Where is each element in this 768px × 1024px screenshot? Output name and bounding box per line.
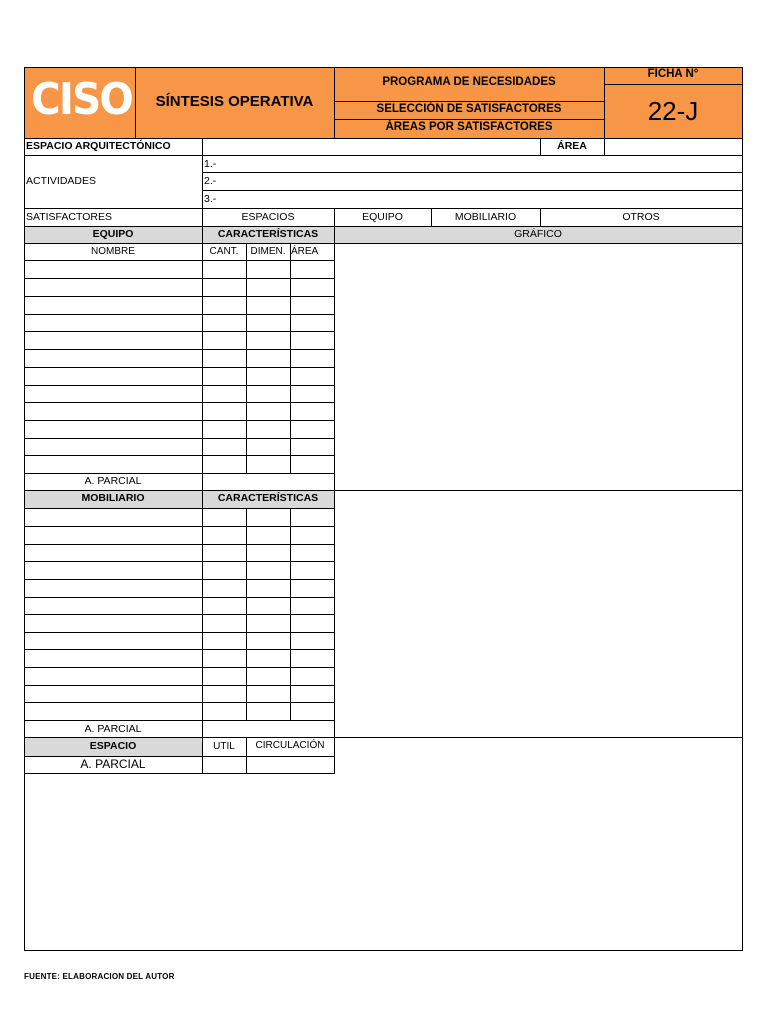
header-divider [334, 119, 604, 120]
satisfactores-label: SATISFACTORES [26, 211, 112, 223]
footer-source: FUENTE: ELABORACION DEL AUTOR [24, 972, 175, 981]
row-line [24, 526, 334, 527]
equipo-parcial-label: A. PARCIAL [84, 475, 142, 487]
row-line [24, 349, 334, 350]
row-line [24, 243, 742, 244]
row-line [24, 155, 742, 156]
column-area: ÁREA [291, 246, 319, 257]
row-line [24, 455, 334, 456]
row-line [24, 614, 334, 615]
mobiliario-section-title: MOBILIARIO [81, 492, 145, 504]
row-line [24, 720, 334, 721]
column-nombre: NOMBRE [91, 246, 135, 257]
section-line [24, 737, 742, 738]
row-line [24, 649, 334, 650]
row-line [24, 420, 334, 421]
equipo-section-title: EQUIPO [92, 228, 134, 240]
ciso-logo: CISO [31, 74, 132, 125]
row-line [24, 632, 334, 633]
espacio-parcial-label: A. PARCIAL [80, 757, 146, 771]
mobiliario-parcial-label: A. PARCIAL [84, 723, 142, 735]
row-line [24, 226, 742, 227]
row-line [24, 367, 334, 368]
actividades-label: ACTIVIDADES [26, 175, 97, 187]
circulacion-label: CIRCULACIÓN [255, 740, 325, 751]
otros-label: OTROS [622, 211, 660, 223]
form-frame [24, 67, 743, 951]
section-line [24, 490, 742, 491]
espacio-section-title: ESPACIO [89, 740, 137, 752]
row-line [24, 579, 334, 580]
row-line [24, 402, 334, 403]
caracteristicas-header: CARACTERÍSTICAS [217, 228, 319, 240]
equipo-satisfactor-label: EQUIPO [362, 211, 403, 223]
col-line [604, 138, 605, 155]
row-line [202, 190, 742, 191]
row-line [24, 773, 334, 774]
area-label: ÁREA [557, 140, 587, 152]
row-line [24, 208, 742, 209]
row-line [24, 561, 334, 562]
col-line [202, 226, 203, 490]
ficha-label: FICHA N° [647, 68, 699, 80]
column-cant: CANT. [209, 246, 239, 257]
grafico-header: GRÁFICO [514, 228, 562, 240]
row-line [24, 544, 334, 545]
row-line [24, 385, 334, 386]
row-line [24, 756, 334, 757]
row-line [24, 278, 334, 279]
header-bottom-line [24, 138, 742, 139]
mobiliario-satisfactor-label: MOBILIARIO [454, 211, 517, 223]
row-line [24, 331, 334, 332]
actividad-1: 1.- [204, 158, 217, 170]
row-line [24, 702, 334, 703]
form-title: SÍNTESIS OPERATIVA [155, 93, 314, 110]
row-line [202, 172, 742, 173]
row-line [24, 296, 334, 297]
row-line [24, 597, 334, 598]
row-line [24, 667, 334, 668]
ficha-number: 22-J [647, 96, 699, 126]
row-line [24, 438, 334, 439]
row-line [24, 314, 334, 315]
col-line [334, 226, 335, 774]
actividad-3: 3.- [204, 193, 217, 205]
row-line [24, 260, 334, 261]
espacios-label: ESPACIOS [241, 211, 295, 223]
column-dimen: DIMEN. [250, 246, 286, 257]
header-divider [604, 84, 742, 85]
util-label: UTIL [213, 741, 235, 752]
mobiliario-caracteristicas-header: CARACTERÍSTICAS [217, 492, 319, 504]
program-title: PROGRAMA DE NECESIDADES [382, 76, 556, 88]
row-line [24, 508, 334, 509]
espacio-arquitectonico-label: ESPACIO ARQUITECTÓNICO [26, 140, 171, 152]
row-line [24, 685, 334, 686]
program-subtitle: SELECCIÓN DE SATISFACTORES [376, 103, 562, 115]
header-divider [334, 101, 604, 102]
program-subtitle-2: ÁREAS POR SATISFACTORES [385, 121, 553, 133]
row-line [24, 473, 334, 474]
actividad-2: 2.- [204, 175, 217, 187]
